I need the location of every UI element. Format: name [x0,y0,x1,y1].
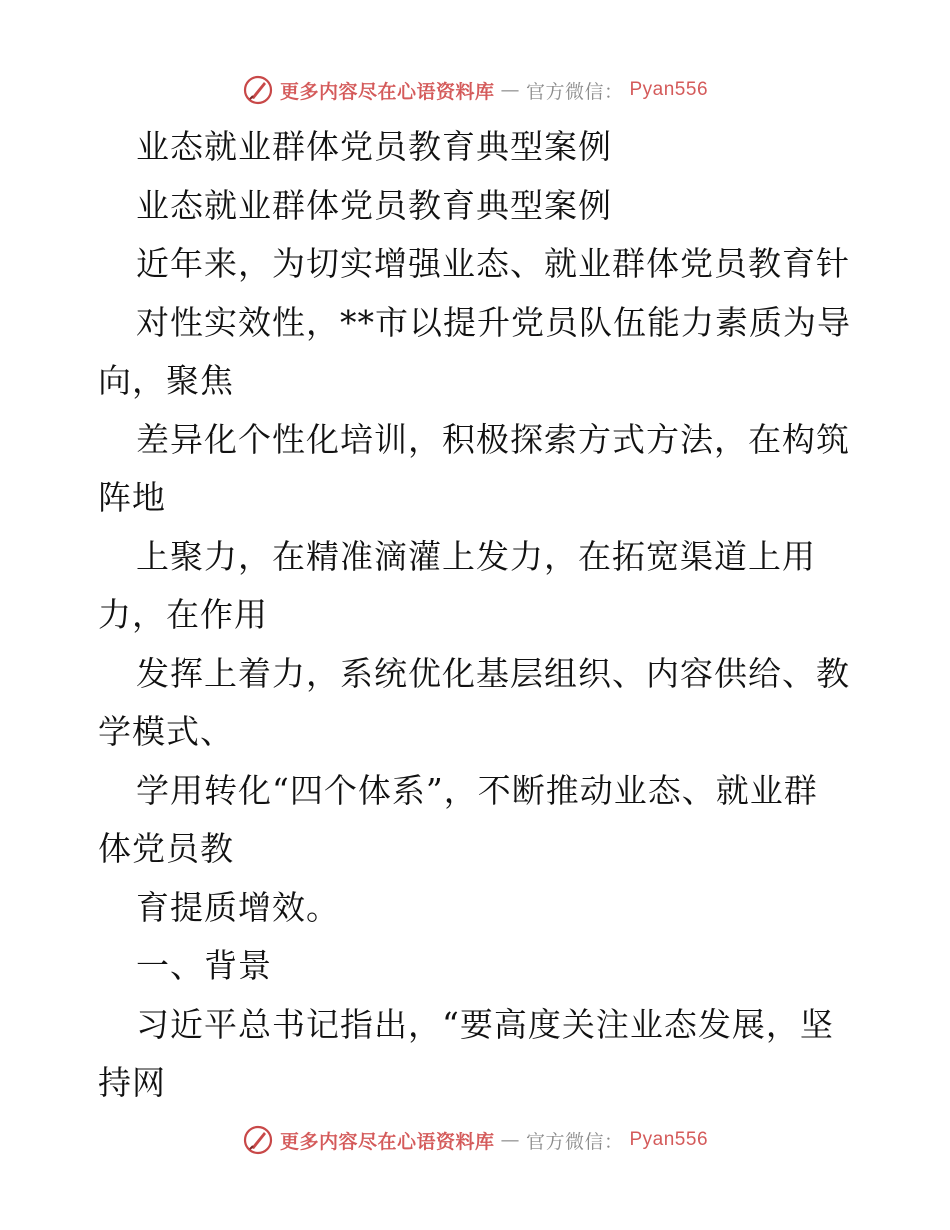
text-line: 业态就业群体党员教育典型案例 [136,185,612,225]
watermark-main-text: 更多内容尽在心语资料库 [279,1130,495,1153]
text-line: 差异化个性化培训，积极探索方式方法，在构筑 [136,419,850,459]
watermark-account-id: Pyan556 [629,1129,709,1150]
watermark-dash: — [500,79,520,101]
footer-watermark [0,1120,950,1160]
text-line: 学用转化“四个体系”，不断推动业态、就业群 [136,770,818,810]
quill-seal-icon [242,1124,274,1156]
document-body [98,118,858,1113]
text-line: 近年来，为切实增强业态、就业群体党员教育针 [136,244,850,283]
text-line: 学模式、 [98,712,234,751]
quill-seal-icon [242,74,274,106]
watermark-main-text: 更多内容尽在心语资料库 [279,80,495,103]
text-line: 一、背景 [136,946,272,985]
text-line: 体党员教 [98,829,234,868]
text-line: 育提质增效。 [136,887,340,927]
text-line: 持网 [98,1063,166,1102]
text-line: 对性实效性，**市以提升党员队伍能力素质为导 [136,302,851,342]
text-line: 发挥上着力，系统优化基层组织、内容供给、教 [136,653,850,693]
header-watermark [0,70,950,110]
watermark-official-label: 官方微信： [525,80,624,103]
text-line: 力，在作用 [98,595,268,634]
watermark-official-label: 官方微信： [525,1130,624,1153]
watermark-dash: — [500,1129,520,1151]
watermark-account-id: Pyan556 [629,79,709,100]
text-line: 上聚力，在精准滴灌上发力，在拓宽渠道上用 [136,536,816,576]
text-line: 阵地 [98,478,166,517]
text-line: 向，聚焦 [98,361,234,400]
text-line: 习近平总书记指出，“要高度关注业态发展，坚 [136,1004,834,1044]
text-line: 业态就业群体党员教育典型案例 [136,127,612,166]
